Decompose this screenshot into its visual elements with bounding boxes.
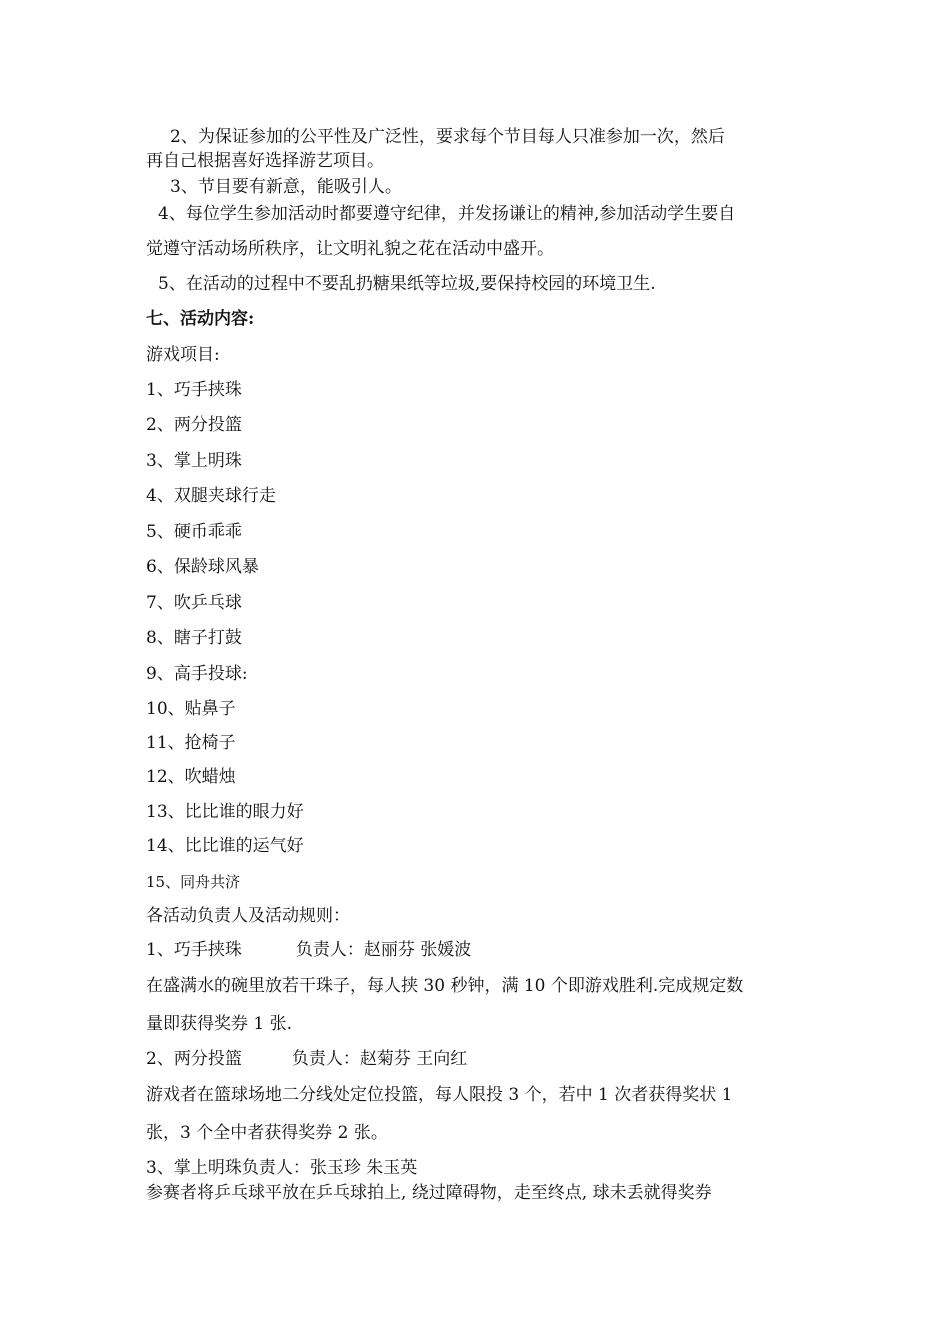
- game-item: 15、同舟共济: [146, 873, 241, 891]
- activity-3-desc: 参赛者将乒乓球平放在乒乓球拍上, 绕过障碍物，走至终点, 球未丢就得奖券: [146, 1183, 712, 1203]
- game-item: 14、比比谁的运气好: [146, 836, 304, 856]
- activity-3-header: 3、掌上明珠负责人：张玉珍 朱玉英: [146, 1158, 418, 1178]
- rule-3: 3、节目要有新意，能吸引人。: [170, 177, 402, 197]
- game-item: 6、保龄球风暴: [146, 557, 259, 577]
- activity-1-person: 负责人：赵丽芬 张媛波: [295, 940, 472, 960]
- game-item: 3、掌上明珠: [146, 451, 242, 471]
- games-label: 游戏项目:: [146, 345, 220, 365]
- game-item: 10、贴鼻子: [146, 699, 236, 719]
- activity-2-desc-line-2: 张，3 个全中者获得奖券 2 张。: [146, 1123, 388, 1143]
- game-item: 2、两分投篮: [146, 415, 242, 435]
- rule-4-line-1: 4、每位学生参加活动时都要遵守纪律，并发扬谦让的精神,参加活动学生要自: [158, 204, 736, 224]
- activity-2-desc-line-1: 游戏者在篮球场地二分线处定位投篮，每人限投 3 个，若中 1 次者获得奖状 1: [146, 1085, 733, 1105]
- section-heading: 七、活动内容:: [146, 309, 255, 329]
- game-item: 4、双腿夹球行走: [146, 486, 276, 506]
- activity-2-person: 负责人：赵菊芬 王向红: [291, 1049, 468, 1069]
- activity-1-desc-line-1: 在盛满水的碗里放若干珠子，每人挟 30 秒钟，满 10 个即游戏胜利.完成规定数: [146, 976, 744, 996]
- game-item: 12、吹蜡烛: [146, 767, 236, 787]
- game-item: 8、瞎子打鼓: [146, 628, 242, 648]
- activity-2-header: [146, 1048, 467, 1070]
- game-item: 7、吹乒乓球: [146, 593, 242, 613]
- activity-1-desc-line-2: 量即获得奖券 1 张.: [146, 1014, 293, 1034]
- game-item: 5、硬币乖乖: [146, 522, 242, 542]
- game-item: 1、巧手挟珠: [146, 380, 242, 400]
- activity-1-title: 1、巧手挟珠: [146, 940, 242, 960]
- game-item: 9、高手投球:: [146, 664, 248, 684]
- activity-1-header: [146, 939, 471, 961]
- rule-5: 5、在活动的过程中不要乱扔糖果纸等垃圾,要保持校园的环境卫生.: [158, 274, 656, 294]
- game-item: 13、比比谁的眼力好: [146, 802, 304, 822]
- game-item: 11、抢椅子: [146, 733, 236, 753]
- rule-2-line-2: 再自己根据喜好选择游艺项目。: [146, 151, 384, 171]
- rules-label: 各活动负责人及活动规则：: [146, 906, 350, 926]
- rule-2-line-1: 2、为保证参加的公平性及广泛性，要求每个节目每人只准参加一次，然后: [170, 127, 725, 147]
- rule-4-line-2: 觉遵守活动场所秩序，让文明礼貌之花在活动中盛开。: [146, 239, 554, 259]
- activity-2-title: 2、两分投篮: [146, 1049, 242, 1069]
